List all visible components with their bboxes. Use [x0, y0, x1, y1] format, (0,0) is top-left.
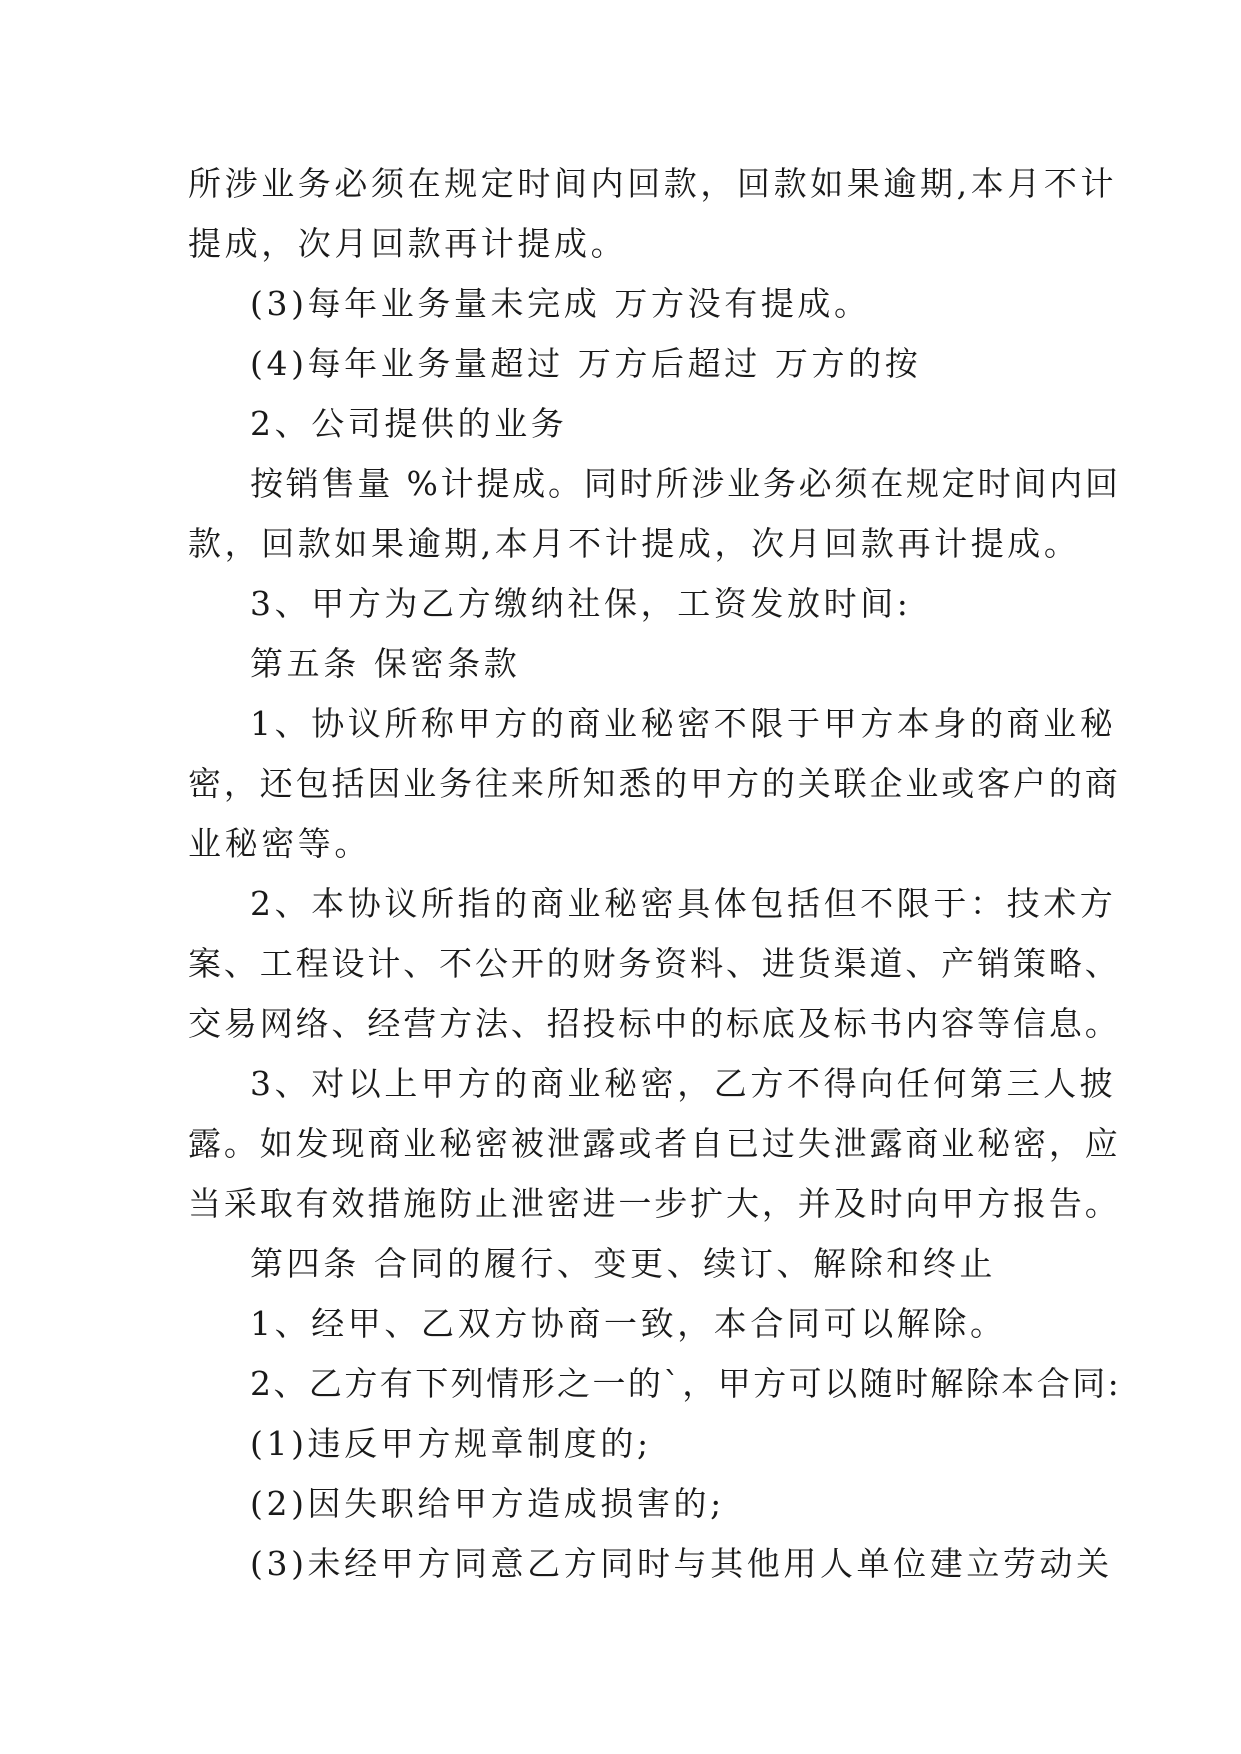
- text-line: 2、乙方有下列情形之一的`，甲方可以随时解除本合同:: [250, 1364, 1122, 1403]
- text-line: 当采取有效措施防止泄密进一步扩大，并及时向甲方报告。: [188, 1184, 1121, 1223]
- text-line: 所涉业务必须在规定时间内回款，回款如果逾期,本月不计: [188, 164, 1118, 203]
- text-line: 款，回款如果逾期,本月不计提成，次月回款再计提成。: [188, 524, 1081, 563]
- text-line: 案、工程设计、不公开的财务资料、进货渠道、产销策略、: [188, 944, 1121, 983]
- text-line: 2、本协议所指的商业秘密具体包括但不限于：技术方: [250, 884, 1117, 923]
- article-heading: 第五条 保密条款: [250, 644, 521, 683]
- text-line: 露。如发现商业秘密被泄露或者自已过失泄露商业秘密，应: [188, 1124, 1121, 1163]
- text-line: (4)每年业务量超过 万方后超过 万方的按: [250, 344, 922, 383]
- text-line: 1、协议所称甲方的商业秘密不限于甲方本身的商业秘: [250, 704, 1117, 743]
- list-item: (3)未经甲方同意乙方同时与其他用人单位建立劳动关: [250, 1544, 1113, 1583]
- text-line: 业秘密等。: [188, 824, 371, 863]
- section-heading: 2、公司提供的业务: [250, 404, 568, 443]
- text-line: 3、甲方为乙方缴纳社保，工资发放时间:: [250, 584, 912, 623]
- text-line: (3)每年业务量未完成 万方没有提成。: [250, 284, 871, 323]
- text-line: 密，还包括因业务往来所知悉的甲方的关联企业或客户的商: [188, 764, 1121, 803]
- article-heading: 第四条 合同的履行、变更、续订、解除和终止: [250, 1244, 997, 1283]
- text-line: 3、对以上甲方的商业秘密，乙方不得向任何第三人披: [250, 1064, 1117, 1103]
- text-line: 1、经甲、乙双方协商一致，本合同可以解除。: [250, 1304, 1007, 1343]
- list-item: (1)违反甲方规章制度的;: [250, 1424, 652, 1463]
- text-line: 交易网络、经营方法、招投标中的标底及标书内容等信息。: [188, 1004, 1121, 1043]
- list-item: (2)因失职给甲方造成损害的;: [250, 1484, 725, 1523]
- text-line: 提成，次月回款再计提成。: [188, 224, 628, 263]
- text-line: 按销售量 %计提成。同时所涉业务必须在规定时间内回: [250, 464, 1121, 503]
